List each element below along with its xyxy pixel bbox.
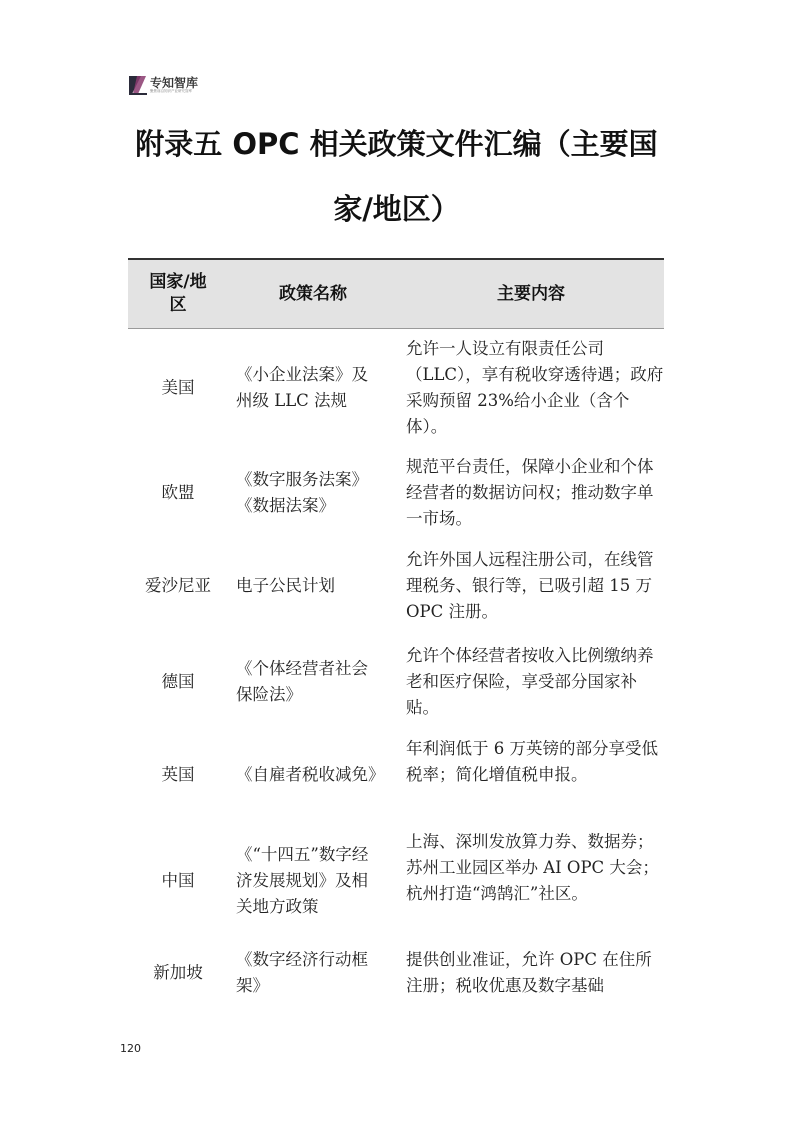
cell-content: 规范平台责任，保障小企业和个体经营者的数据访问权；推动数字单一市场。 <box>406 457 654 528</box>
table-row <box>128 736 664 814</box>
cell-policy: 《数字经济行动框架》 <box>236 950 368 995</box>
page-number: 120 <box>120 1042 141 1055</box>
cell-content: 允许个体经营者按收入比例缴纳养老和医疗保险，享受部分国家补贴。 <box>406 646 654 717</box>
page-title-line-1: 附录五 OPC 相关政策文件汇编（主要国 <box>135 127 658 161</box>
cell-content: 上海、深圳发放算力券、数据券；苏州工业园区举办 AI OPC 大会；杭州打造“鸿鹄汇”社区。 <box>406 832 659 903</box>
header-policy: 政策名称 <box>279 283 347 304</box>
cell-policy: 电子公民计划 <box>236 576 335 595</box>
cell-country: 新加坡 <box>153 963 203 982</box>
cell-policy: 《“十四五”数字经济发展规划》及相关地方政策 <box>236 845 369 916</box>
brand-name: 专知智库 <box>150 76 199 90</box>
cell-country: 爱沙尼亚 <box>145 576 211 595</box>
cell-country: 美国 <box>161 378 195 397</box>
cell-policy: 《小企业法案》及州级 LLC 法规 <box>236 365 368 410</box>
cell-policy: 《自雇者税收减免》 <box>236 765 385 784</box>
brand-tagline: 聚焦前沿知识产业研究智库 <box>150 89 192 93</box>
cell-policy: 《个体经营者社会保险法》 <box>236 659 368 704</box>
cell-country: 德国 <box>161 672 195 691</box>
table-header <box>128 258 664 329</box>
table-row <box>128 829 664 933</box>
page-title-line-2: 家/地区） <box>333 192 460 226</box>
table-row <box>128 454 664 532</box>
table-row <box>128 336 664 440</box>
header-content: 主要内容 <box>497 283 565 304</box>
policy-table <box>128 258 664 995</box>
logo-mark-icon <box>128 74 148 96</box>
cell-country: 欧盟 <box>161 483 195 502</box>
table-row <box>128 643 664 721</box>
cell-policy: 《数字服务法案》《数据法案》 <box>236 470 368 515</box>
cell-country: 中国 <box>161 871 195 890</box>
cell-country: 英国 <box>161 765 195 784</box>
cell-content: 年利润低于 6 万英镑的部分享受低税率；简化增值税申报。 <box>406 739 658 784</box>
cell-content: 允许一人设立有限责任公司（LLC），享有税收穿透待遇；政府采购预留 23%给小企业（含个体）。 <box>406 339 664 436</box>
cell-content: 提供创业准证，允许 OPC 在住所注册；税收优惠及数字基础 <box>406 950 652 995</box>
cell-content: 允许外国人远程注册公司，在线管理税务、银行等，已吸引超 15 万 OPC 注册。 <box>406 550 654 621</box>
header-country: 国家/地区 <box>149 272 207 315</box>
table-row <box>128 547 664 625</box>
table-row <box>128 947 664 999</box>
